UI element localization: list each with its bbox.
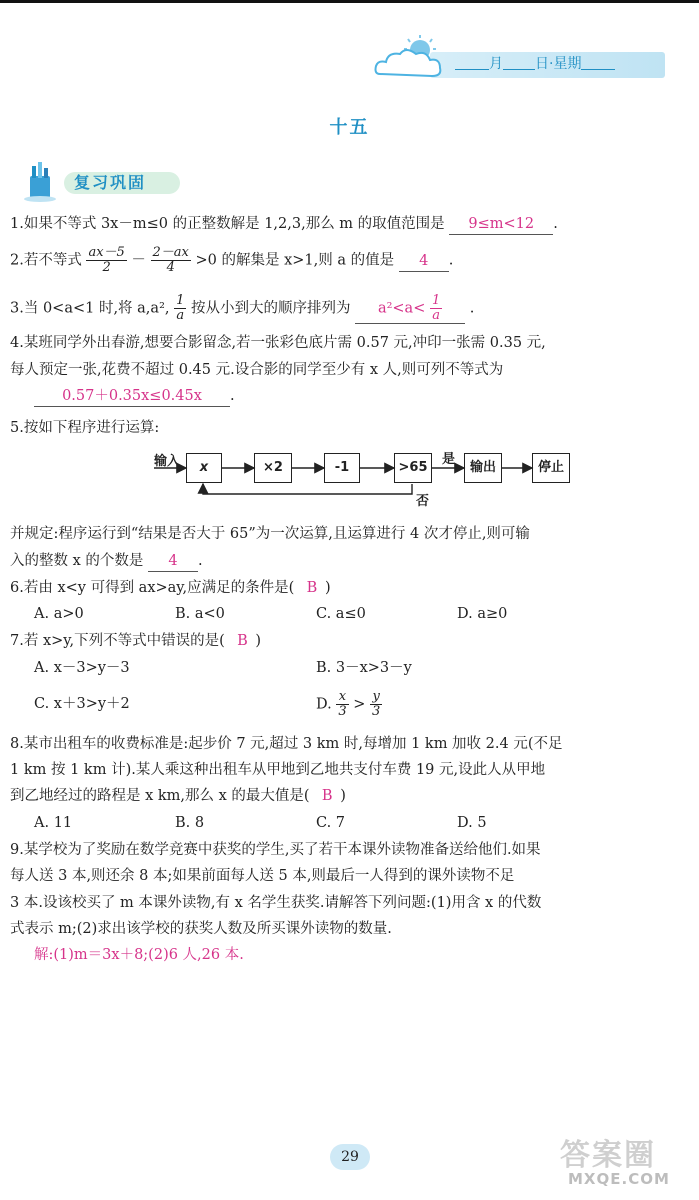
question-9-line-3: 3 本.设该校买了 m 本课外读物,有 x 名学生获奖.请解答下列问题:(1)用含 x 的代数 xyxy=(10,895,542,911)
q7-d-op: > xyxy=(353,696,366,713)
flow-yes-label: 是 xyxy=(442,452,456,467)
q8-line3-text: 到乙地经过的路程是 x km,那么 x 的最大值是( xyxy=(10,788,310,804)
q2-fraction-1 xyxy=(86,246,126,275)
question-4-line-2: 每人预定一张,花费不超过 0.45 元.设合影的同学至少有 x 人,则可列不等式为 xyxy=(10,362,504,378)
q2-pre: 2.若不等式 xyxy=(10,252,82,269)
pencil-cup-icon xyxy=(16,158,66,202)
q8-option-d[interactable]: D. 5 xyxy=(457,815,487,831)
date-line xyxy=(455,52,615,76)
q8-answer[interactable]: B xyxy=(321,788,333,804)
flow-box-stop: 停止 xyxy=(532,453,570,483)
q2-answer[interactable]: 4 xyxy=(399,251,449,272)
q2-fraction-2 xyxy=(151,246,191,275)
month-blank[interactable] xyxy=(455,55,489,70)
q2-post: >0 的解集是 x>1,则 a 的值是 xyxy=(195,252,395,269)
q6-option-a[interactable]: A. a>0 xyxy=(34,606,84,622)
q2-f1-numerator: ax－5 xyxy=(88,245,125,260)
q3-f-denominator: a xyxy=(176,308,185,323)
sun-cloud-icon xyxy=(372,34,454,80)
question-4-line-1: 4.某班同学外出春游,想要合影留念,若一张彩色底片需 0.57 元,冲印一张需 0.35 元, xyxy=(10,335,546,351)
q7-d-den-2: 3 xyxy=(371,704,381,719)
q1-stem: 1.如果不等式 3x－m≤0 的正整数解是 1,2,3,那么 m 的取值范围是 xyxy=(10,216,445,232)
q5-answer[interactable]: 4 xyxy=(148,551,198,572)
flow-box-x: x xyxy=(186,453,222,483)
q6-option-c[interactable]: C. a≤0 xyxy=(316,606,366,622)
question-5-line-1: 并规定:程序运行到“结果是否大于 65”为一次运算,且运算进行 4 次才停止,则可输 xyxy=(10,526,530,542)
watermark-text: 答案圈 xyxy=(560,1138,656,1173)
q2-end: . xyxy=(448,252,454,269)
question-5-line-2 xyxy=(10,551,203,572)
day-label: 日 xyxy=(535,56,549,72)
q8-close: ) xyxy=(340,788,346,804)
q2-f1-denominator: 2 xyxy=(102,260,111,275)
q9-solution[interactable]: 解:(1)m＝3x＋8;(2)6 人,26 本. xyxy=(34,947,244,963)
q2-minus: － xyxy=(131,252,146,269)
q1-answer[interactable]: 9≤m<12 xyxy=(449,214,553,235)
q7-d-fraction-1 xyxy=(336,690,348,719)
question-9-line-4: 式表示 m;(2)求出该学校的获奖人数及所买课外读物的数量. xyxy=(10,921,392,937)
question-8-line-3 xyxy=(10,786,346,806)
page-number: 29 xyxy=(330,1144,370,1170)
weekday-label: ·星期 xyxy=(549,56,582,72)
question-6 xyxy=(10,578,331,598)
q3-pre: 3.当 0<a<1 时,将 a,a², xyxy=(10,300,170,317)
flow-input-label: 输入 xyxy=(154,454,181,469)
q7-stem: 7.若 x>y,下列不等式中错误的是( xyxy=(10,633,225,649)
top-border xyxy=(0,0,699,3)
flow-box-times2: ×2 xyxy=(254,453,292,483)
flow-box-minus1: -1 xyxy=(324,453,360,483)
q7-d-label: D. xyxy=(316,696,332,713)
q2-f2-denominator: 4 xyxy=(166,260,175,275)
program-flowchart xyxy=(150,450,590,510)
weekday-blank[interactable] xyxy=(581,55,615,70)
q7-option-a[interactable]: A. x－3>y－3 xyxy=(34,660,130,676)
q7-close: ) xyxy=(255,633,262,649)
question-8-line-2: 1 km 按 1 km 计).某人乘这种出租车从甲地到乙地共支付车费 19 元,设此人从甲地 xyxy=(10,762,546,778)
q8-option-b[interactable]: B. 8 xyxy=(175,815,205,831)
q7-d-fraction-2 xyxy=(370,690,382,719)
q5-line2-text: 入的整数 x 的个数是 xyxy=(10,553,144,569)
q1-end: . xyxy=(553,216,558,232)
q8-option-a[interactable]: A. 11 xyxy=(34,815,73,831)
section-label: 复习巩固 xyxy=(74,173,147,192)
q3-answer-numerator: 1 xyxy=(431,293,441,308)
q6-answer[interactable]: B xyxy=(306,580,318,596)
watermark-logo xyxy=(560,1130,692,1192)
q3-answer-pre: a²<a< xyxy=(377,300,426,317)
section-badge xyxy=(16,158,176,202)
flow-box-output: 输出 xyxy=(464,453,502,483)
q3-post: 按从小到大的顺序排列为 xyxy=(191,300,351,317)
q3-f-numerator: 1 xyxy=(176,293,185,308)
month-label: 月 xyxy=(489,56,503,72)
question-9-line-1: 9.某学校为了奖励在数学竞赛中获奖的学生,买了若干本课外读物准备送给他们.如果 xyxy=(10,842,541,858)
q6-close: ) xyxy=(324,580,331,596)
question-2 xyxy=(10,246,453,275)
q6-option-d[interactable]: D. a≥0 xyxy=(457,606,508,622)
q4-end: . xyxy=(230,388,235,404)
q7-option-b[interactable]: B. 3－x>3－y xyxy=(316,660,412,676)
q8-option-c[interactable]: C. 7 xyxy=(316,815,346,831)
page-title: 十五 xyxy=(329,117,370,138)
q6-stem: 6.若由 x<y 可得到 ax>ay,应满足的条件是( xyxy=(10,580,295,596)
question-3 xyxy=(10,294,474,324)
q7-option-c[interactable]: C. x＋3>y＋2 xyxy=(34,696,130,712)
flow-no-label: 否 xyxy=(416,494,430,509)
question-9-line-2: 每人送 3 本,则还余 8 本;如果前面每人送 5 本,则最后一人得到的课外读物不足 xyxy=(10,868,515,884)
q3-fraction xyxy=(174,294,186,323)
q7-d-num-1: x xyxy=(336,690,348,705)
q3-answer[interactable] xyxy=(355,294,465,324)
q7-answer[interactable]: B xyxy=(237,633,248,649)
watermark-url: MXQE.COM xyxy=(568,1170,670,1188)
q7-option-d[interactable] xyxy=(316,690,382,719)
q3-end: . xyxy=(469,300,475,317)
q2-f2-numerator: 2－ax xyxy=(152,245,189,260)
question-4-answer-line xyxy=(34,386,235,407)
day-blank[interactable] xyxy=(503,55,535,70)
q7-d-num-2: y xyxy=(370,690,382,705)
q3-answer-denominator: a xyxy=(432,308,440,323)
q7-d-den-1: 3 xyxy=(338,704,347,719)
q6-option-b[interactable]: B. a<0 xyxy=(175,606,225,622)
q4-answer[interactable]: 0.57＋0.35x≤0.45x xyxy=(34,386,230,407)
q5-end: . xyxy=(198,553,203,569)
question-5-intro: 5.按如下程序进行运算: xyxy=(10,420,160,436)
q3-answer-fraction xyxy=(430,294,442,323)
question-1 xyxy=(10,214,558,235)
question-7 xyxy=(10,631,261,651)
question-8-line-1: 8.某市出租车的收费标准是:起步价 7 元,超过 3 km 时,每增加 1 km 加收 2.4 元(不足 xyxy=(10,736,563,752)
flow-box-gt65: >65 xyxy=(394,453,432,483)
